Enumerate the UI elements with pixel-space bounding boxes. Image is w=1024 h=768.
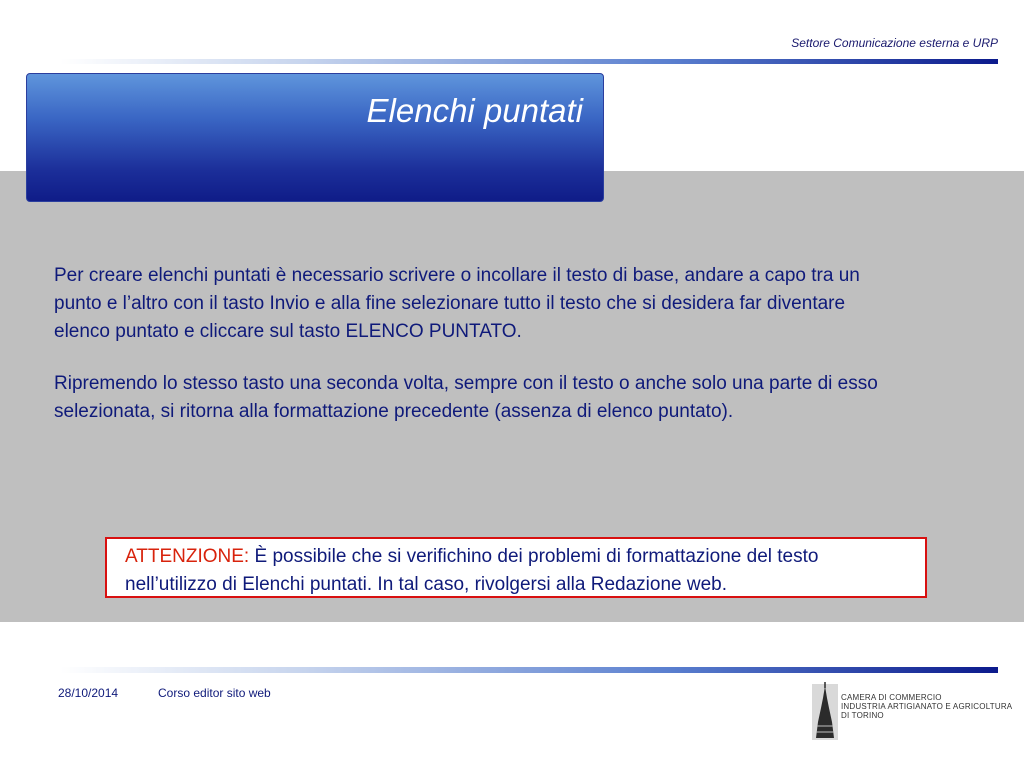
- warning-notice: [105, 537, 927, 598]
- bottom-divider: [60, 667, 998, 673]
- logo-text: CAMERA DI COMMERCIO INDUSTRIA ARTIGIANATO E AGRICOLTURA DI TORINO: [841, 693, 1013, 720]
- notice-label: ATTENZIONE:: [125, 546, 250, 567]
- slide-title: Elenchi puntati: [366, 92, 583, 129]
- footer-date: 28/10/2014: [58, 686, 119, 700]
- top-divider: [60, 59, 998, 64]
- notice-text: È possibile che si verifichino dei problemi di formattazione del testo nell’utilizzo di Elenchi puntati. In tal caso, rivolgersi alla Redazione web.: [125, 546, 819, 595]
- mole-antonelliana-icon: [812, 682, 838, 742]
- footer-course: Corso editor sito web: [158, 686, 271, 700]
- title-banner: [26, 73, 604, 202]
- chamber-logo: [812, 682, 1012, 742]
- paragraph: Per creare elenchi puntati è necessario scrivere o incollare il testo di base, andare a capo tra un punto e l’altro con il tasto Invio e alla fine selezionare tutto il testo che si desidera far diventare elenco puntato e cliccare sul tasto ELENCO PUNTATO.: [54, 265, 860, 342]
- body-text: [54, 262, 904, 450]
- paragraph: Ripremendo lo stesso tasto una seconda volta, sempre con il testo o anche solo una parte di esso selezionata, si ritorna alla formattazione precedente (assenza di elenco puntato).: [54, 373, 878, 422]
- department-label: Settore Comunicazione esterna e URP: [791, 36, 998, 50]
